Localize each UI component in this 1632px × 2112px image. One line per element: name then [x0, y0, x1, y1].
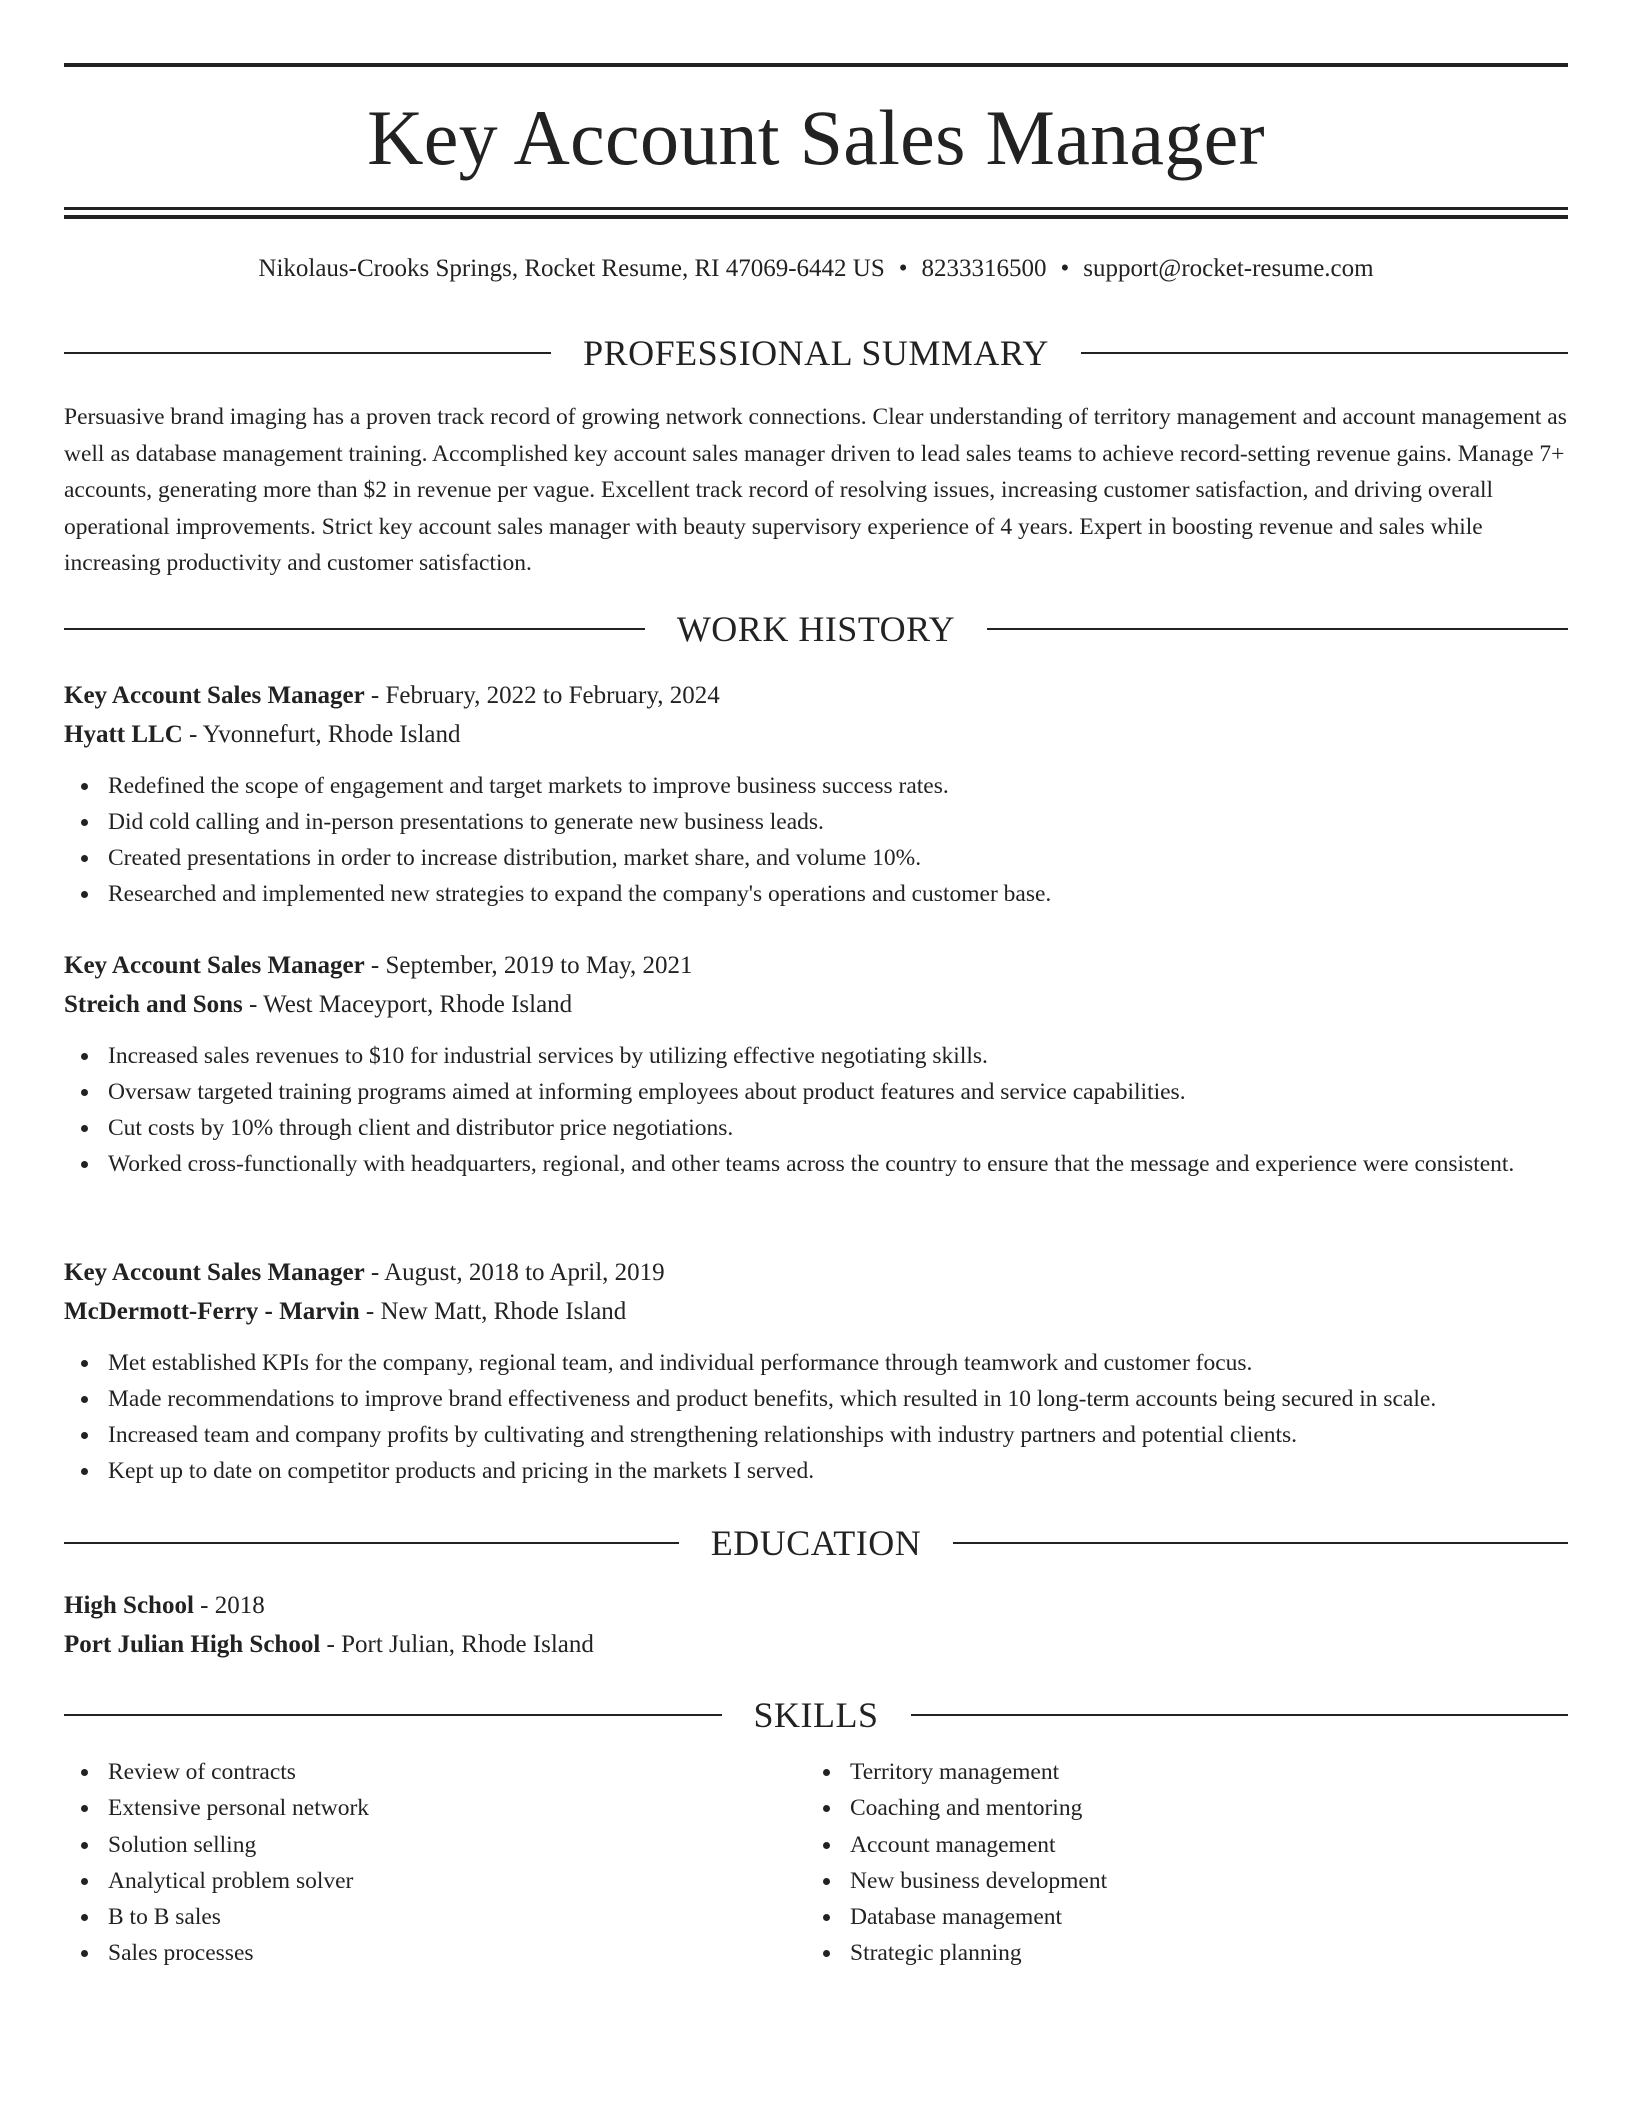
job-dates: - September, 2019 to May, 2021 [364, 952, 693, 979]
job-bullet: Made recommendations to improve brand effectiveness and product benefits, which resulted in 10 long-term accounts being secured in scale. [64, 1381, 1568, 1417]
summary-heading: PROFESSIONAL SUMMARY [583, 333, 1049, 373]
job-location: - West Maceyport, Rhode Island [242, 991, 573, 1018]
job-entry [64, 946, 1568, 1182]
job-bullets [64, 1345, 1568, 1489]
skill-item: Extensive personal network [64, 1790, 806, 1826]
education-year: - 2018 [193, 1592, 265, 1619]
job-bullet: Researched and implemented new strategies to expand the company's operations and customer base. [64, 876, 1568, 912]
job-bullets [64, 768, 1568, 912]
job-bullet: Oversaw targeted training programs aimed at informing employees about product features and service capabilities. [64, 1074, 1568, 1110]
education-heading: EDUCATION [710, 1523, 922, 1563]
heading-rule-left [64, 1714, 722, 1716]
summary-text: Persuasive brand imaging has a proven track record of growing network connections. Clear understanding of territory management and account management as well as database management training. Accomplished key account sales manager driven to lead sales teams to achieve record-setting revenue gains. Manage 7+ accounts, generating more than $2 in revenue per vague. Excellent track record of resolving issues, increasing customer satisfaction, and driving overall operational improvements. Strict key account sales manager with beauty supervisory experience of 4 years. Expert in boosting revenue and sales while increasing productivity and customer satisfaction. [64, 404, 1567, 576]
job-company: Streich and Sons [64, 991, 243, 1018]
heading-rule-left [64, 1542, 679, 1544]
job-bullet: Cut costs by 10% through client and distributor price negotiations. [64, 1110, 1568, 1146]
summary-section-heading [64, 333, 1568, 373]
skill-item: Solution selling [64, 1827, 806, 1863]
skills-section-heading [64, 1695, 1568, 1735]
contact-separator: • [898, 255, 908, 282]
job-title: Key Account Sales Manager [64, 682, 365, 709]
job-bullet: Increased team and company profits by cultivating and strengthening relationships with industry partners and potential clients. [64, 1417, 1568, 1453]
work-heading: WORK HISTORY [676, 609, 956, 649]
job-location: - New Matt, Rhode Island [359, 1298, 627, 1325]
heading-rule-left [64, 352, 551, 354]
skill-item: New business development [806, 1863, 1548, 1899]
heading-rule-right [911, 1714, 1569, 1716]
job-company: McDermott-Ferry - Marvin [64, 1298, 360, 1325]
job-company: Hyatt LLC [64, 721, 183, 748]
job-entry [64, 676, 1568, 912]
job-location: - Yvonnefurt, Rhode Island [182, 721, 461, 748]
job-dates: - August, 2018 to April, 2019 [364, 1259, 665, 1286]
skills-heading: SKILLS [753, 1695, 879, 1735]
contact-phone: 8233316500 [921, 255, 1047, 282]
job-bullet: Created presentations in order to increase distribution, market share, and volume 10%. [64, 840, 1568, 876]
skill-item: Database management [806, 1899, 1548, 1935]
education-degree: High School [64, 1592, 194, 1619]
work-section-heading [64, 609, 1568, 649]
skill-item: Coaching and mentoring [806, 1790, 1548, 1826]
skill-item: Account management [806, 1827, 1548, 1863]
resume-name: Key Account Sales Manager [367, 94, 1265, 181]
job-bullet: Kept up to date on competitor products and pricing in the markets I served. [64, 1453, 1568, 1489]
top-rule [64, 63, 1568, 67]
education-school-line [64, 1625, 1568, 1664]
heading-rule-right [1081, 352, 1568, 354]
header-rule-upper [64, 207, 1568, 210]
education-section-heading [64, 1523, 1568, 1563]
job-title: Key Account Sales Manager [64, 952, 365, 979]
job-dates: - February, 2022 to February, 2024 [364, 682, 720, 709]
job-bullet: Did cold calling and in-person presentations to generate new business leads. [64, 804, 1568, 840]
job-bullet: Worked cross-functionally with headquarters, regional, and other teams across the country to ensure that the message and experience were consistent. [64, 1146, 1568, 1182]
education-location: - Port Julian, Rhode Island [320, 1631, 594, 1658]
skills-column-left [64, 1754, 806, 1972]
heading-rule-right [987, 628, 1568, 630]
job-title-line [64, 676, 1568, 715]
job-company-line [64, 1292, 1568, 1331]
heading-rule-left [64, 628, 645, 630]
education-degree-line [64, 1586, 1568, 1625]
job-title-line [64, 1253, 1568, 1292]
contact-separator: • [1060, 255, 1070, 282]
job-bullet: Redefined the scope of engagement and target markets to improve business success rates. [64, 768, 1568, 804]
heading-rule-right [953, 1542, 1568, 1544]
job-bullet: Met established KPIs for the company, regional team, and individual performance through teamwork and customer focus. [64, 1345, 1568, 1381]
job-bullet: Increased sales revenues to $10 for industrial services by utilizing effective negotiating skills. [64, 1038, 1568, 1074]
skills-column-right [806, 1754, 1548, 1972]
skills-list [64, 1754, 1568, 1972]
job-title-line [64, 946, 1568, 985]
contact-address: Nikolaus-Crooks Springs, Rocket Resume, RI 47069-6442 US [258, 255, 885, 282]
education-school: Port Julian High School [64, 1631, 321, 1658]
header-rule-lower [64, 215, 1568, 219]
skill-item: Strategic planning [806, 1935, 1548, 1971]
job-bullets [64, 1038, 1568, 1182]
skill-item: Review of contracts [64, 1754, 806, 1790]
contact-email: support@rocket-resume.com [1083, 255, 1374, 282]
skill-item: B to B sales [64, 1899, 806, 1935]
skill-item: Sales processes [64, 1935, 806, 1971]
education-entry [64, 1586, 1568, 1664]
skill-item: Analytical problem solver [64, 1863, 806, 1899]
contact-line [64, 253, 1568, 285]
job-entry [64, 1253, 1568, 1489]
skill-item: Territory management [806, 1754, 1548, 1790]
job-company-line [64, 985, 1568, 1024]
job-company-line [64, 715, 1568, 754]
job-title: Key Account Sales Manager [64, 1259, 365, 1286]
